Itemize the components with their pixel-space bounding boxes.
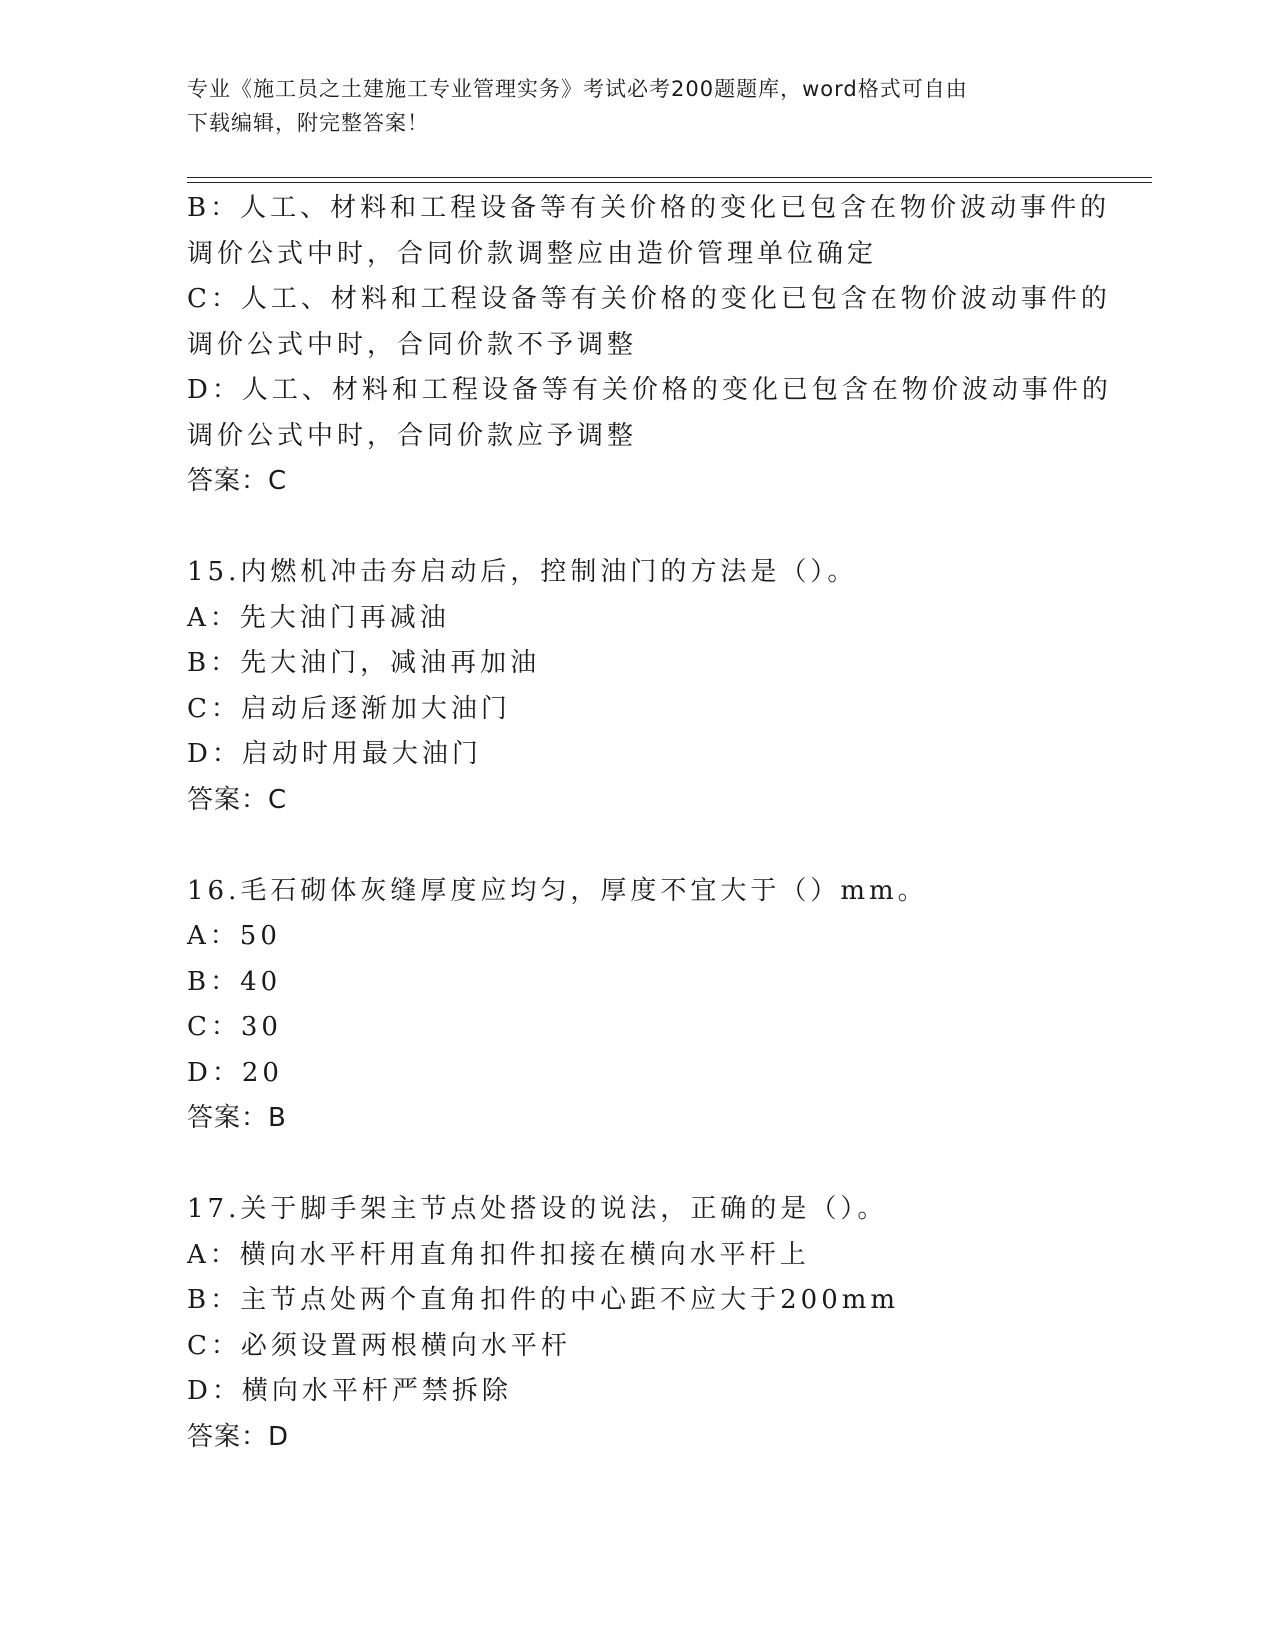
option-c: C：启动后逐渐加大油门 (187, 693, 511, 724)
option-c: C：必须设置两根横向水平杆 (187, 1330, 571, 1361)
question-stem: 17.关于脚手架主节点处搭设的说法，正确的是（）。 (187, 1194, 888, 1224)
option-b: B：40 (187, 966, 282, 997)
spacer (187, 823, 1087, 869)
option-c-line-1: C：人工、材料和工程设备等有关价格的变化已包含在物价波动事件的 (187, 284, 1111, 314)
answer: 答案：C (187, 466, 288, 496)
question-list (187, 186, 1112, 1460)
option-c: C：30 (187, 1012, 282, 1042)
option-d: D：横向水平杆严禁拆除 (187, 1376, 512, 1406)
option-d-line-1: D：人工、材料和工程设备等有关价格的变化已包含在物价波动事件的 (187, 375, 1112, 405)
question-stem: 15.内燃机冲击夯启动后，控制油门的方法是（）。 (187, 557, 858, 587)
option-d-line-2: 调价公式中时，合同价款应予调整 (187, 420, 638, 451)
document-header (187, 72, 1087, 140)
question-14-continued (187, 186, 1112, 505)
option-a: A：50 (187, 921, 281, 951)
option-b-line-1: B：人工、材料和工程设备等有关价格的变化已包含在物价波动事件的 (187, 193, 1111, 223)
answer: 答案：C (187, 784, 288, 815)
option-b: B：先大油门，减油再加油 (187, 648, 541, 678)
question-16 (187, 869, 1087, 1142)
option-a: A：先大油门再减油 (187, 602, 450, 633)
option-d: D：启动时用最大油门 (187, 739, 482, 769)
option-a: A：横向水平杆用直角扣件扣接在横向水平杆上 (187, 1239, 810, 1270)
option-c-line-2: 调价公式中时，合同价款不予调整 (187, 329, 638, 360)
spacer (187, 505, 1087, 551)
answer: 答案：B (187, 1103, 287, 1133)
answer: 答案：D (187, 1421, 290, 1452)
question-stem: 16.毛石砌体灰缝厚度应均匀，厚度不宜大于（）mm。 (187, 875, 928, 906)
option-b-line-2: 调价公式中时，合同价款调整应由造价管理单位确定 (187, 238, 878, 269)
header-divider-top (187, 177, 1152, 178)
header-line-2: 下载编辑，附完整答案！ (187, 111, 429, 135)
question-15 (187, 550, 1087, 823)
option-d: D：20 (187, 1057, 283, 1088)
spacer (187, 1142, 1087, 1188)
option-b: B：主节点处两个直角扣件的中心距不应大于200mm (187, 1285, 900, 1315)
header-line-1: 专业《施工员之土建施工专业管理实务》考试必考200题题库，word格式可自由 (187, 77, 968, 101)
question-17 (187, 1187, 1087, 1460)
header-divider-bottom (187, 182, 1152, 183)
